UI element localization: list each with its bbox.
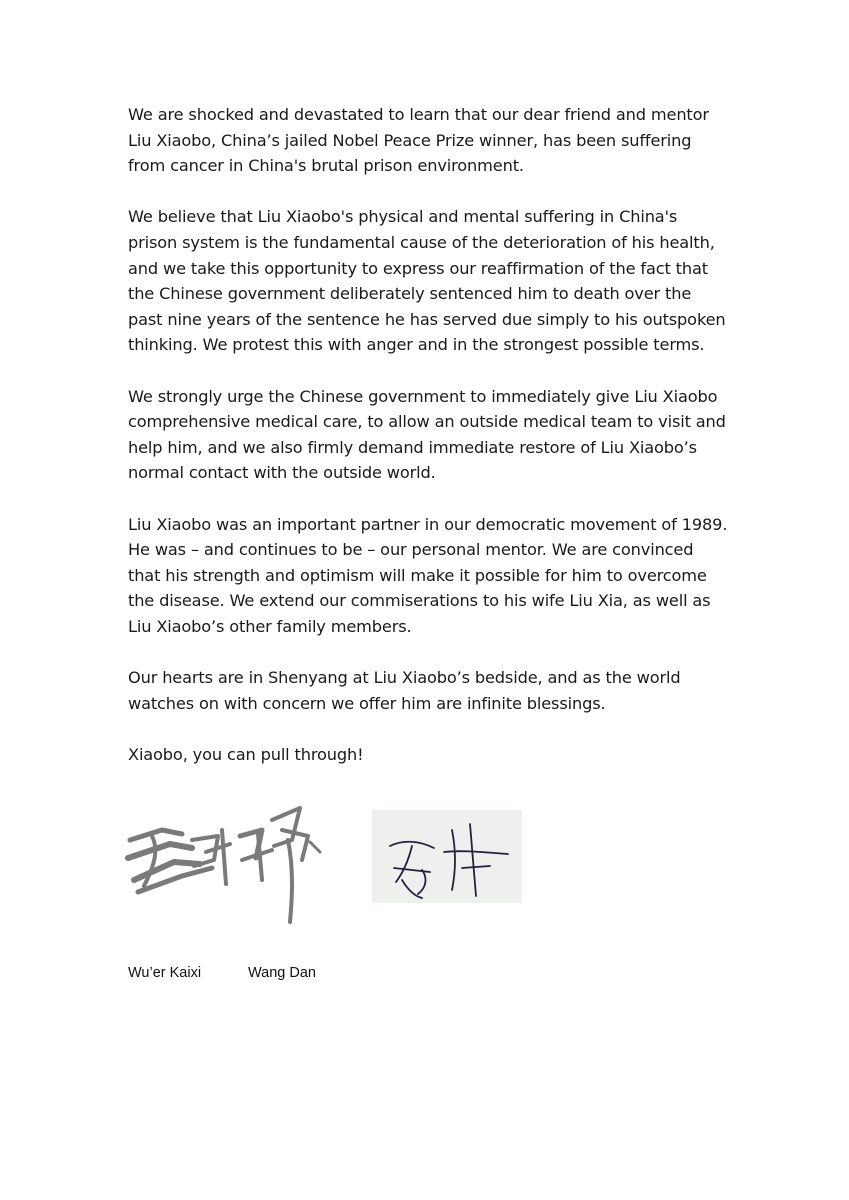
paragraph-5: Our hearts are in Shenyang at Liu Xiaobo’s bedside, and as the world watches on with concern we offer him are infinite blessings. — [128, 668, 681, 713]
paragraph-2: We believe that Liu Xiaobo's physical and mental suffering in China's prison system is the fundamental cause of the deterioration of his health, and we take this opportunity to express our reaffirmation of the fact that the Chinese government deliberately sentenced him to death over the past nine years of the sentence he has served due simply to his outspoken thinking. We protest this with anger and in the strongest possible terms. — [128, 207, 726, 355]
letter-body — [128, 102, 728, 793]
paragraph-4: Liu Xiaobo was an important partner in our democratic movement of 1989. He was – and continues to be – our personal mentor. We are convinced that his strength and optimism will make it possible for him to overcome the disease. We extend our commiserations to his wife Liu Xia, as well as Liu Xiaobo’s other family members. — [128, 514, 728, 636]
signature-wuer-kaixi — [122, 800, 328, 928]
signature-wang-dan-image — [372, 810, 522, 903]
paragraph-3: We strongly urge the Chinese government to immediately give Liu Xiaobo comprehensive medical care, to allow an outside medical team to visit and help him, and we also firmly demand immediate restore of Liu Xiaobo’s normal contact with the outside world. — [128, 386, 726, 483]
signer-name-wang-dan: Wang Dan — [248, 965, 316, 981]
paragraph-1: We are shocked and devastated to learn that our dear friend and mentor Liu Xiaobo, China’s jailed Nobel Peace Prize winner, has been suffering from cancer in China's brutal prison environment. — [128, 105, 709, 176]
signature-wuer-kaixi-image — [122, 800, 328, 928]
signer-name-wuer-kaixi: Wu’er Kaixi — [128, 965, 202, 981]
closing-line: Xiaobo, you can pull through! — [128, 744, 364, 764]
signature-wang-dan — [372, 810, 522, 903]
